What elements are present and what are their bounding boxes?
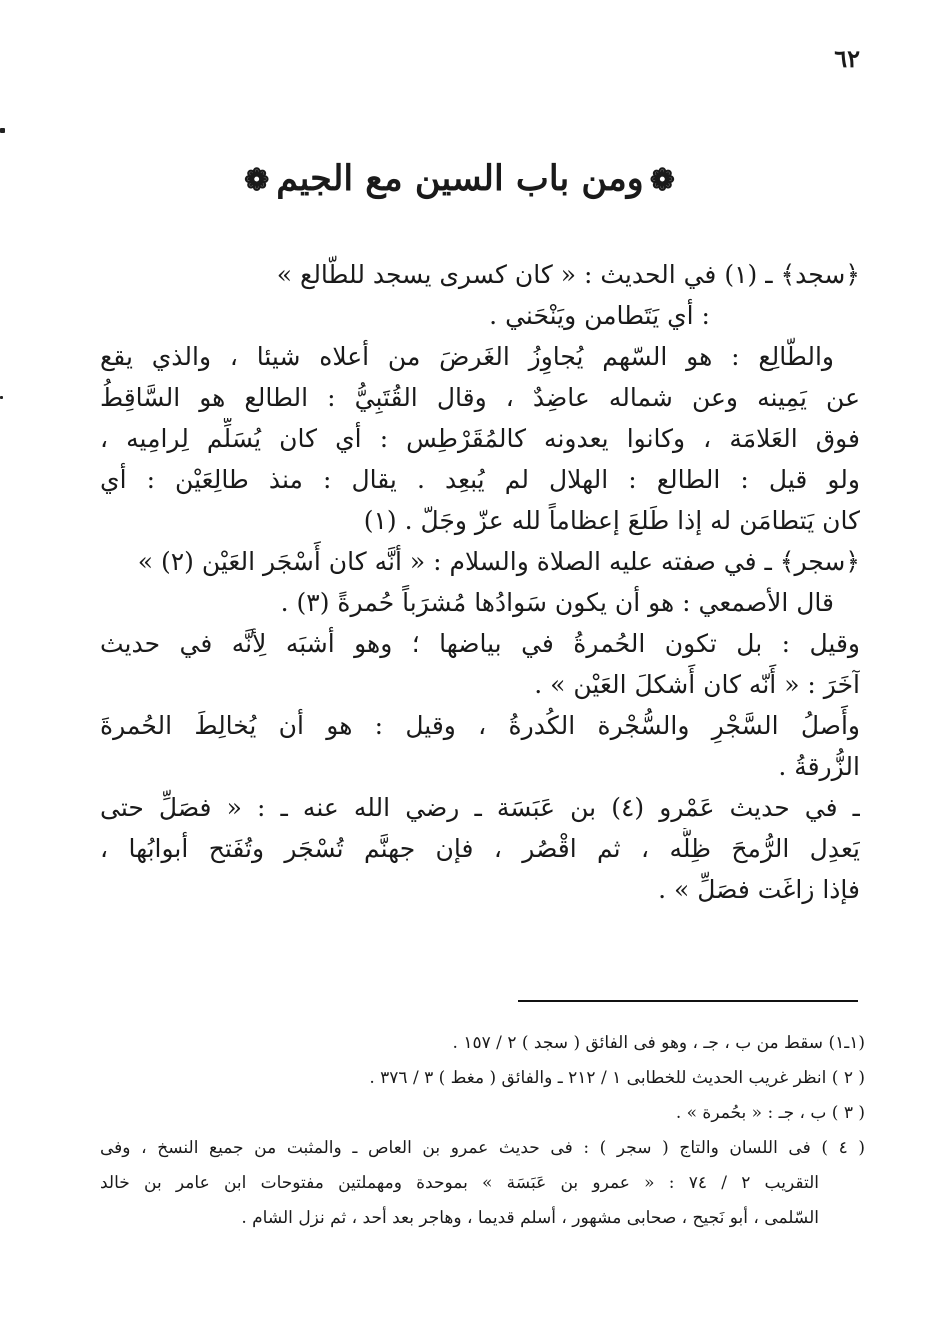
footnote: (١ـ١) سقط من ب ، جـ ، وهو فى الفائق ( سجد ) ٢ / ١٥٧ . bbox=[452, 1033, 865, 1053]
footnote-continuation: التقريب ٢ / ٧٤ : « عمرو بن عَبَسَة » بموحدة ومهملتين مفتوحات ابن عامر بن خالد bbox=[100, 1173, 819, 1193]
footnote: ( ٢ ) انظر غريب الحديث للخطابى ١ / ٢١٢ ـ والفائق ( مغط ) ٣ / ٣٧٦ . bbox=[369, 1068, 865, 1088]
text-line: ﴿سجد﴾ ـ (١) في الحديث : « كان كسرى يسجد للطّالع » bbox=[276, 260, 860, 289]
text-line: : أي يَتَطامن ويَنْحَني . bbox=[489, 301, 710, 330]
text-line: فوق العَلامَة ، وكانوا يعدونه كالمُقَرْطِس : أي كان يُسَلِّم لِرامِيه ، bbox=[100, 424, 860, 453]
text-line: يَعدِل الرُّمحَ ظِلُّه ، ثم اقْصُر ، فإن جهنَّم تُسْجَر وتُفَتح أبوابُها ، bbox=[100, 834, 860, 863]
text-line: قال الأصمعي : هو أن يكون سَوادُها مُشرَباً حُمرةً (٣) . bbox=[280, 588, 834, 617]
text-line: عن يَمِينه وعن شماله عاضِدٌ ، وقال القُتَبِيُّ : الطالع هو السَّاقِطُ bbox=[100, 383, 860, 412]
text-line: الزُّرقةُ . bbox=[778, 752, 860, 781]
text-line: آخَرَ : « أَنّه كان أَشكلَ العَيْن » . bbox=[534, 670, 860, 699]
text-line: والطّالِع : هو السّهم يُجاوِزُ الغَرضَ من أعلاه شيئا ، والذي يقع bbox=[100, 342, 834, 371]
footnote: ( ٤ ) فى اللسان والتاج ( سجر ) : فى حديث عمرو بن العاص ـ والمثبت من جميع النسخ ، وفى bbox=[100, 1138, 865, 1158]
text-line: وقيل : بل تكون الحُمرةُ في بياضها ؛ وهو أشبَه لِأنَّه في حديث bbox=[100, 629, 860, 658]
margin-mark bbox=[0, 128, 5, 133]
footnote-separator bbox=[518, 1000, 858, 1002]
text-line: كان يَتطامَن له إذا طَلعَ إعظاماً لله عزّ وجَلّ . (١) bbox=[363, 506, 860, 535]
heading-ornament-right: ❁ bbox=[649, 163, 676, 198]
footnote-continuation: السّلمى ، أبو نَجيح ، صحابى مشهور ، أسلم قديما ، وهاجر بعد أحد ، ثم نزل الشام . bbox=[241, 1208, 819, 1228]
page-number: ٦٢ bbox=[834, 44, 860, 73]
text-line: فإذا زاغَت فصَلِّ » . bbox=[658, 875, 860, 904]
heading-title: ومن باب السين مع الجيم bbox=[276, 158, 644, 199]
main-text bbox=[100, 254, 860, 910]
text-line: ولو قيل : الطالع : الهلال لم يُبعِد . يقال : منذ طالِعَيْن : أي bbox=[100, 465, 860, 494]
section-heading bbox=[180, 158, 740, 199]
footnotes bbox=[100, 1026, 865, 1236]
margin-mark bbox=[0, 396, 3, 399]
text-line: ﴿سجر﴾ ـ في صفته عليه الصلاة والسلام : « أنَّه كان أَسْجَر العَيْن (٢) » bbox=[137, 547, 860, 576]
heading-ornament-left: ❁ bbox=[244, 163, 271, 198]
text-line: وأَصلُ السَّجْرِ والسُّجْرة الكُدرةُ ، وقيل : هو أن يُخالِطَ الحُمرةَ bbox=[100, 711, 860, 740]
text-line: ـ في حديث عَمْرو (٤) بن عَبَسَة ـ رضي الله عنه ـ : « فصَلِّ حتى bbox=[100, 793, 860, 822]
footnote: ( ٣ ) ب ، جـ : « بحُمرة » . bbox=[675, 1103, 865, 1123]
